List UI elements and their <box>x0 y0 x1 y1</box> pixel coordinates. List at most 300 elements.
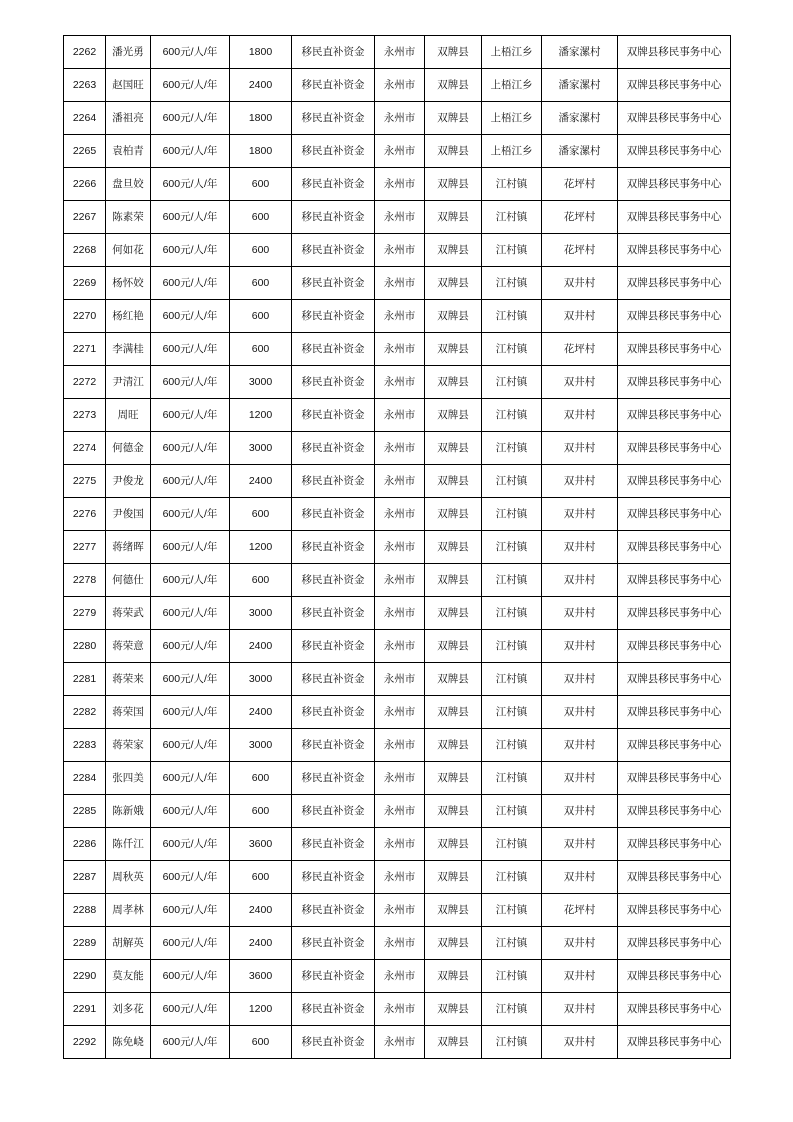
row-number-cell: 2291 <box>64 993 106 1026</box>
fund-type-cell: 移民直补资金 <box>292 168 375 201</box>
township-cell: 江村镇 <box>482 564 542 597</box>
table-row <box>64 795 731 828</box>
row-number-cell: 2267 <box>64 201 106 234</box>
standard-cell: 600元/人/年 <box>151 234 230 267</box>
table-row <box>64 201 731 234</box>
table-row <box>64 630 731 663</box>
standard-cell: 600元/人/年 <box>151 201 230 234</box>
standard-cell: 600元/人/年 <box>151 399 230 432</box>
standard-cell: 600元/人/年 <box>151 267 230 300</box>
amount-cell: 3600 <box>230 960 292 993</box>
standard-cell: 600元/人/年 <box>151 861 230 894</box>
county-cell: 双牌县 <box>425 828 482 861</box>
fund-type-cell: 移民直补资金 <box>292 135 375 168</box>
township-cell: 江村镇 <box>482 630 542 663</box>
table-row <box>64 399 731 432</box>
city-cell: 永州市 <box>375 531 425 564</box>
township-cell: 江村镇 <box>482 762 542 795</box>
village-cell: 潘家漯村 <box>542 69 618 102</box>
city-cell: 永州市 <box>375 1026 425 1059</box>
city-cell: 永州市 <box>375 102 425 135</box>
county-cell: 双牌县 <box>425 960 482 993</box>
name-cell: 盘旦姣 <box>106 168 151 201</box>
county-cell: 双牌县 <box>425 102 482 135</box>
county-cell: 双牌县 <box>425 300 482 333</box>
table-row <box>64 927 731 960</box>
county-cell: 双牌县 <box>425 663 482 696</box>
county-cell: 双牌县 <box>425 1026 482 1059</box>
township-cell: 江村镇 <box>482 696 542 729</box>
table-row <box>64 333 731 366</box>
name-cell: 陈新娥 <box>106 795 151 828</box>
name-cell: 何如花 <box>106 234 151 267</box>
village-cell: 双井村 <box>542 960 618 993</box>
township-cell: 江村镇 <box>482 531 542 564</box>
table-body <box>64 36 731 1059</box>
county-cell: 双牌县 <box>425 729 482 762</box>
county-cell: 双牌县 <box>425 762 482 795</box>
agency-cell: 双牌县移民事务中心 <box>618 531 731 564</box>
amount-cell: 2400 <box>230 696 292 729</box>
fund-type-cell: 移民直补资金 <box>292 69 375 102</box>
city-cell: 永州市 <box>375 498 425 531</box>
village-cell: 双井村 <box>542 927 618 960</box>
agency-cell: 双牌县移民事务中心 <box>618 663 731 696</box>
standard-cell: 600元/人/年 <box>151 432 230 465</box>
township-cell: 江村镇 <box>482 597 542 630</box>
fund-type-cell: 移民直补资金 <box>292 960 375 993</box>
name-cell: 莫友能 <box>106 960 151 993</box>
table-row <box>64 729 731 762</box>
fund-type-cell: 移民直补资金 <box>292 663 375 696</box>
standard-cell: 600元/人/年 <box>151 762 230 795</box>
village-cell: 花坪村 <box>542 234 618 267</box>
standard-cell: 600元/人/年 <box>151 828 230 861</box>
village-cell: 双井村 <box>542 300 618 333</box>
city-cell: 永州市 <box>375 960 425 993</box>
village-cell: 双井村 <box>542 828 618 861</box>
table-row <box>64 696 731 729</box>
agency-cell: 双牌县移民事务中心 <box>618 498 731 531</box>
city-cell: 永州市 <box>375 465 425 498</box>
standard-cell: 600元/人/年 <box>151 1026 230 1059</box>
table-row <box>64 168 731 201</box>
city-cell: 永州市 <box>375 630 425 663</box>
township-cell: 江村镇 <box>482 894 542 927</box>
name-cell: 周旺 <box>106 399 151 432</box>
township-cell: 江村镇 <box>482 861 542 894</box>
amount-cell: 600 <box>230 267 292 300</box>
standard-cell: 600元/人/年 <box>151 927 230 960</box>
county-cell: 双牌县 <box>425 168 482 201</box>
amount-cell: 600 <box>230 234 292 267</box>
amount-cell: 600 <box>230 564 292 597</box>
agency-cell: 双牌县移民事务中心 <box>618 795 731 828</box>
standard-cell: 600元/人/年 <box>151 69 230 102</box>
name-cell: 何德金 <box>106 432 151 465</box>
table-row <box>64 894 731 927</box>
city-cell: 永州市 <box>375 828 425 861</box>
fund-type-cell: 移民直补资金 <box>292 201 375 234</box>
table-row <box>64 135 731 168</box>
agency-cell: 双牌县移民事务中心 <box>618 333 731 366</box>
table-row <box>64 267 731 300</box>
city-cell: 永州市 <box>375 168 425 201</box>
fund-type-cell: 移民直补资金 <box>292 564 375 597</box>
standard-cell: 600元/人/年 <box>151 696 230 729</box>
name-cell: 刘多花 <box>106 993 151 1026</box>
township-cell: 江村镇 <box>482 432 542 465</box>
county-cell: 双牌县 <box>425 465 482 498</box>
row-number-cell: 2264 <box>64 102 106 135</box>
table-row <box>64 597 731 630</box>
agency-cell: 双牌县移民事务中心 <box>618 960 731 993</box>
county-cell: 双牌县 <box>425 234 482 267</box>
row-number-cell: 2278 <box>64 564 106 597</box>
amount-cell: 600 <box>230 1026 292 1059</box>
city-cell: 永州市 <box>375 300 425 333</box>
county-cell: 双牌县 <box>425 597 482 630</box>
agency-cell: 双牌县移民事务中心 <box>618 729 731 762</box>
township-cell: 江村镇 <box>482 300 542 333</box>
name-cell: 蒋荣意 <box>106 630 151 663</box>
county-cell: 双牌县 <box>425 36 482 69</box>
township-cell: 江村镇 <box>482 168 542 201</box>
standard-cell: 600元/人/年 <box>151 729 230 762</box>
township-cell: 江村镇 <box>482 333 542 366</box>
fund-type-cell: 移民直补资金 <box>292 597 375 630</box>
county-cell: 双牌县 <box>425 894 482 927</box>
village-cell: 潘家漯村 <box>542 102 618 135</box>
standard-cell: 600元/人/年 <box>151 333 230 366</box>
fund-type-cell: 移民直补资金 <box>292 696 375 729</box>
county-cell: 双牌县 <box>425 993 482 1026</box>
row-number-cell: 2271 <box>64 333 106 366</box>
city-cell: 永州市 <box>375 267 425 300</box>
village-cell: 双井村 <box>542 531 618 564</box>
row-number-cell: 2268 <box>64 234 106 267</box>
table-row <box>64 432 731 465</box>
row-number-cell: 2269 <box>64 267 106 300</box>
row-number-cell: 2280 <box>64 630 106 663</box>
township-cell: 江村镇 <box>482 663 542 696</box>
city-cell: 永州市 <box>375 894 425 927</box>
township-cell: 江村镇 <box>482 927 542 960</box>
name-cell: 蒋荣来 <box>106 663 151 696</box>
county-cell: 双牌县 <box>425 531 482 564</box>
county-cell: 双牌县 <box>425 861 482 894</box>
fund-type-cell: 移民直补资金 <box>292 1026 375 1059</box>
fund-type-cell: 移民直补资金 <box>292 993 375 1026</box>
county-cell: 双牌县 <box>425 696 482 729</box>
name-cell: 袁柏青 <box>106 135 151 168</box>
row-number-cell: 2287 <box>64 861 106 894</box>
name-cell: 尹俊国 <box>106 498 151 531</box>
fund-type-cell: 移民直补资金 <box>292 630 375 663</box>
row-number-cell: 2263 <box>64 69 106 102</box>
amount-cell: 600 <box>230 498 292 531</box>
amount-cell: 600 <box>230 795 292 828</box>
standard-cell: 600元/人/年 <box>151 795 230 828</box>
city-cell: 永州市 <box>375 696 425 729</box>
fund-type-cell: 移民直补资金 <box>292 465 375 498</box>
agency-cell: 双牌县移民事务中心 <box>618 861 731 894</box>
row-number-cell: 2288 <box>64 894 106 927</box>
row-number-cell: 2275 <box>64 465 106 498</box>
agency-cell: 双牌县移民事务中心 <box>618 564 731 597</box>
village-cell: 双井村 <box>542 399 618 432</box>
county-cell: 双牌县 <box>425 564 482 597</box>
amount-cell: 2400 <box>230 69 292 102</box>
fund-type-cell: 移民直补资金 <box>292 333 375 366</box>
name-cell: 陈素荣 <box>106 201 151 234</box>
name-cell: 张四美 <box>106 762 151 795</box>
name-cell: 赵国旺 <box>106 69 151 102</box>
city-cell: 永州市 <box>375 927 425 960</box>
township-cell: 江村镇 <box>482 267 542 300</box>
township-cell: 江村镇 <box>482 366 542 399</box>
agency-cell: 双牌县移民事务中心 <box>618 1026 731 1059</box>
agency-cell: 双牌县移民事务中心 <box>618 927 731 960</box>
amount-cell: 600 <box>230 762 292 795</box>
amount-cell: 1200 <box>230 531 292 564</box>
village-cell: 潘家漯村 <box>542 36 618 69</box>
agency-cell: 双牌县移民事务中心 <box>618 36 731 69</box>
table-row <box>64 1026 731 1059</box>
village-cell: 双井村 <box>542 861 618 894</box>
fund-type-cell: 移民直补资金 <box>292 894 375 927</box>
fund-type-cell: 移民直补资金 <box>292 729 375 762</box>
agency-cell: 双牌县移民事务中心 <box>618 828 731 861</box>
row-number-cell: 2292 <box>64 1026 106 1059</box>
amount-cell: 600 <box>230 201 292 234</box>
fund-type-cell: 移民直补资金 <box>292 267 375 300</box>
amount-cell: 3000 <box>230 663 292 696</box>
county-cell: 双牌县 <box>425 399 482 432</box>
fund-type-cell: 移民直补资金 <box>292 828 375 861</box>
standard-cell: 600元/人/年 <box>151 564 230 597</box>
standard-cell: 600元/人/年 <box>151 531 230 564</box>
agency-cell: 双牌县移民事务中心 <box>618 993 731 1026</box>
amount-cell: 1800 <box>230 135 292 168</box>
city-cell: 永州市 <box>375 234 425 267</box>
village-cell: 双井村 <box>542 630 618 663</box>
amount-cell: 600 <box>230 333 292 366</box>
city-cell: 永州市 <box>375 597 425 630</box>
city-cell: 永州市 <box>375 69 425 102</box>
row-number-cell: 2274 <box>64 432 106 465</box>
table-row <box>64 531 731 564</box>
amount-cell: 1200 <box>230 399 292 432</box>
city-cell: 永州市 <box>375 861 425 894</box>
standard-cell: 600元/人/年 <box>151 366 230 399</box>
name-cell: 蒋荣国 <box>106 696 151 729</box>
village-cell: 双井村 <box>542 564 618 597</box>
standard-cell: 600元/人/年 <box>151 597 230 630</box>
county-cell: 双牌县 <box>425 267 482 300</box>
subsidy-table <box>63 35 731 1059</box>
city-cell: 永州市 <box>375 399 425 432</box>
name-cell: 尹俊龙 <box>106 465 151 498</box>
village-cell: 双井村 <box>542 432 618 465</box>
fund-type-cell: 移民直补资金 <box>292 795 375 828</box>
fund-type-cell: 移民直补资金 <box>292 432 375 465</box>
name-cell: 蒋绪晖 <box>106 531 151 564</box>
table-row <box>64 69 731 102</box>
name-cell: 潘祖亮 <box>106 102 151 135</box>
standard-cell: 600元/人/年 <box>151 300 230 333</box>
table-row <box>64 762 731 795</box>
standard-cell: 600元/人/年 <box>151 663 230 696</box>
table-row <box>64 234 731 267</box>
standard-cell: 600元/人/年 <box>151 102 230 135</box>
village-cell: 双井村 <box>542 696 618 729</box>
standard-cell: 600元/人/年 <box>151 465 230 498</box>
amount-cell: 2400 <box>230 465 292 498</box>
name-cell: 陈仟江 <box>106 828 151 861</box>
agency-cell: 双牌县移民事务中心 <box>618 597 731 630</box>
name-cell: 陈免峣 <box>106 1026 151 1059</box>
table-row <box>64 960 731 993</box>
row-number-cell: 2262 <box>64 36 106 69</box>
city-cell: 永州市 <box>375 729 425 762</box>
agency-cell: 双牌县移民事务中心 <box>618 69 731 102</box>
fund-type-cell: 移民直补资金 <box>292 762 375 795</box>
fund-type-cell: 移民直补资金 <box>292 399 375 432</box>
name-cell: 蒋荣家 <box>106 729 151 762</box>
county-cell: 双牌县 <box>425 69 482 102</box>
standard-cell: 600元/人/年 <box>151 894 230 927</box>
agency-cell: 双牌县移民事务中心 <box>618 234 731 267</box>
village-cell: 双井村 <box>542 993 618 1026</box>
city-cell: 永州市 <box>375 333 425 366</box>
county-cell: 双牌县 <box>425 432 482 465</box>
village-cell: 花坪村 <box>542 333 618 366</box>
agency-cell: 双牌县移民事务中心 <box>618 300 731 333</box>
city-cell: 永州市 <box>375 795 425 828</box>
village-cell: 双井村 <box>542 729 618 762</box>
agency-cell: 双牌县移民事务中心 <box>618 696 731 729</box>
name-cell: 杨怀姣 <box>106 267 151 300</box>
standard-cell: 600元/人/年 <box>151 135 230 168</box>
county-cell: 双牌县 <box>425 333 482 366</box>
fund-type-cell: 移民直补资金 <box>292 36 375 69</box>
row-number-cell: 2282 <box>64 696 106 729</box>
row-number-cell: 2284 <box>64 762 106 795</box>
table-row <box>64 102 731 135</box>
village-cell: 花坪村 <box>542 894 618 927</box>
standard-cell: 600元/人/年 <box>151 960 230 993</box>
fund-type-cell: 移民直补资金 <box>292 366 375 399</box>
village-cell: 双井村 <box>542 1026 618 1059</box>
agency-cell: 双牌县移民事务中心 <box>618 465 731 498</box>
name-cell: 胡解英 <box>106 927 151 960</box>
township-cell: 江村镇 <box>482 960 542 993</box>
fund-type-cell: 移民直补资金 <box>292 234 375 267</box>
name-cell: 潘光勇 <box>106 36 151 69</box>
row-number-cell: 2281 <box>64 663 106 696</box>
county-cell: 双牌县 <box>425 498 482 531</box>
township-cell: 江村镇 <box>482 993 542 1026</box>
amount-cell: 1800 <box>230 102 292 135</box>
city-cell: 永州市 <box>375 432 425 465</box>
name-cell: 李满桂 <box>106 333 151 366</box>
county-cell: 双牌县 <box>425 927 482 960</box>
row-number-cell: 2272 <box>64 366 106 399</box>
amount-cell: 2400 <box>230 927 292 960</box>
amount-cell: 3600 <box>230 828 292 861</box>
agency-cell: 双牌县移民事务中心 <box>618 135 731 168</box>
agency-cell: 双牌县移民事务中心 <box>618 762 731 795</box>
table-row <box>64 564 731 597</box>
township-cell: 江村镇 <box>482 729 542 762</box>
row-number-cell: 2273 <box>64 399 106 432</box>
township-cell: 江村镇 <box>482 234 542 267</box>
row-number-cell: 2285 <box>64 795 106 828</box>
county-cell: 双牌县 <box>425 795 482 828</box>
row-number-cell: 2266 <box>64 168 106 201</box>
table-row <box>64 366 731 399</box>
row-number-cell: 2279 <box>64 597 106 630</box>
agency-cell: 双牌县移民事务中心 <box>618 102 731 135</box>
agency-cell: 双牌县移民事务中心 <box>618 432 731 465</box>
agency-cell: 双牌县移民事务中心 <box>618 267 731 300</box>
township-cell: 上梧江乡 <box>482 135 542 168</box>
name-cell: 蒋荣武 <box>106 597 151 630</box>
township-cell: 江村镇 <box>482 201 542 234</box>
standard-cell: 600元/人/年 <box>151 168 230 201</box>
row-number-cell: 2276 <box>64 498 106 531</box>
city-cell: 永州市 <box>375 366 425 399</box>
fund-type-cell: 移民直补资金 <box>292 531 375 564</box>
village-cell: 双井村 <box>542 795 618 828</box>
county-cell: 双牌县 <box>425 630 482 663</box>
city-cell: 永州市 <box>375 663 425 696</box>
village-cell: 双井村 <box>542 267 618 300</box>
village-cell: 双井村 <box>542 762 618 795</box>
township-cell: 江村镇 <box>482 795 542 828</box>
amount-cell: 3000 <box>230 432 292 465</box>
amount-cell: 600 <box>230 300 292 333</box>
township-cell: 江村镇 <box>482 465 542 498</box>
agency-cell: 双牌县移民事务中心 <box>618 399 731 432</box>
village-cell: 双井村 <box>542 597 618 630</box>
village-cell: 双井村 <box>542 465 618 498</box>
name-cell: 周孝林 <box>106 894 151 927</box>
amount-cell: 1200 <box>230 993 292 1026</box>
standard-cell: 600元/人/年 <box>151 36 230 69</box>
table-row <box>64 498 731 531</box>
fund-type-cell: 移民直补资金 <box>292 861 375 894</box>
agency-cell: 双牌县移民事务中心 <box>618 366 731 399</box>
county-cell: 双牌县 <box>425 201 482 234</box>
township-cell: 上梧江乡 <box>482 69 542 102</box>
standard-cell: 600元/人/年 <box>151 993 230 1026</box>
township-cell: 上梧江乡 <box>482 102 542 135</box>
row-number-cell: 2286 <box>64 828 106 861</box>
city-cell: 永州市 <box>375 993 425 1026</box>
amount-cell: 600 <box>230 168 292 201</box>
township-cell: 江村镇 <box>482 1026 542 1059</box>
row-number-cell: 2265 <box>64 135 106 168</box>
amount-cell: 600 <box>230 861 292 894</box>
table-row <box>64 993 731 1026</box>
amount-cell: 3000 <box>230 729 292 762</box>
township-cell: 江村镇 <box>482 828 542 861</box>
name-cell: 杨红艳 <box>106 300 151 333</box>
standard-cell: 600元/人/年 <box>151 630 230 663</box>
row-number-cell: 2283 <box>64 729 106 762</box>
